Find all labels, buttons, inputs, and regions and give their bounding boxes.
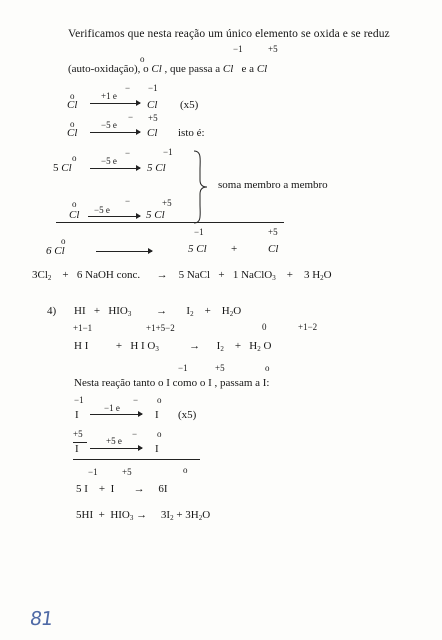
element-text: 5 Cl xyxy=(146,209,165,221)
reactant: 5HI xyxy=(76,509,94,521)
product: O xyxy=(323,269,332,281)
reactant: 6 NaOH conc. xyxy=(76,269,141,281)
ox-state: −1 xyxy=(74,395,84,405)
plus-sign: + xyxy=(176,509,183,521)
electron-label: −5 e xyxy=(101,156,117,166)
ox-state: +5 xyxy=(268,227,278,237)
final-equation-1 xyxy=(32,270,332,282)
ox-state-r2: +1−2 xyxy=(298,322,318,332)
underline xyxy=(73,442,87,443)
reactant: H I xyxy=(74,340,89,352)
ox-state: −1 xyxy=(194,227,204,237)
product: I xyxy=(186,305,191,317)
text-span: (auto-oxidação), o xyxy=(68,63,149,75)
electron-minus: − xyxy=(133,395,139,405)
total-right-2 xyxy=(268,244,278,255)
text-span: e a xyxy=(241,63,255,75)
ox-state: o xyxy=(265,363,270,373)
plus-sign: + xyxy=(98,483,106,495)
element-text: Cl xyxy=(61,162,72,174)
item-4-equation xyxy=(74,306,241,318)
ox-state: −1 xyxy=(148,83,158,93)
element-text: Cl xyxy=(69,209,80,221)
reactant: 5 I xyxy=(76,483,88,495)
product: 6I xyxy=(158,483,168,495)
reaction-arrow xyxy=(90,132,140,133)
ox-state: −1 xyxy=(88,467,98,477)
ox-state: o xyxy=(61,236,66,246)
multiplier: (x5) xyxy=(178,409,197,421)
ox-state: +5 xyxy=(215,363,225,373)
ox-state: o xyxy=(140,54,145,64)
electron-label: −5 e xyxy=(101,120,117,130)
page-number: 81 xyxy=(28,608,54,630)
arrow-icon: → xyxy=(156,269,168,281)
subscript: 2 xyxy=(220,345,224,353)
reactant: H I O xyxy=(130,340,156,352)
product: I xyxy=(216,340,221,352)
element-cl xyxy=(69,210,79,221)
element-i: I xyxy=(75,443,79,455)
product: 1 NaClO xyxy=(232,269,273,281)
reactant: HIO xyxy=(108,305,128,317)
subscript: 2 xyxy=(320,274,324,282)
plus-sign: + xyxy=(218,269,225,281)
element-text: 6 Cl xyxy=(46,245,65,257)
ox-state: −1 xyxy=(233,44,243,54)
reactant: HI xyxy=(74,305,86,317)
ox-state: o xyxy=(70,119,75,129)
intro-line-2 xyxy=(68,64,267,75)
subscript: 3 xyxy=(155,345,159,353)
arrow-icon: → xyxy=(189,340,201,352)
product: 5 NaCl xyxy=(178,269,211,281)
ox-state: +5 xyxy=(268,44,278,54)
electron-minus: − xyxy=(125,83,131,93)
plus-sign: + xyxy=(93,305,101,317)
product: H xyxy=(249,340,258,352)
electron-label: +1 e xyxy=(101,91,117,101)
ox-state-r1: 0 xyxy=(262,322,267,332)
subscript: 3 xyxy=(272,274,276,282)
summand-left xyxy=(53,163,72,174)
element-cl xyxy=(147,128,157,139)
subscript: 2 xyxy=(257,345,261,353)
product: O xyxy=(263,340,272,352)
electron-minus: − xyxy=(132,429,138,439)
element-text: Cl xyxy=(67,127,78,139)
electron-minus: − xyxy=(125,196,131,206)
reaction-arrow xyxy=(90,448,142,449)
reactant: I xyxy=(110,483,115,495)
reactant: HIO xyxy=(110,509,130,521)
reaction-arrow xyxy=(90,414,142,415)
subscript: 3 xyxy=(127,310,132,318)
intro-line-1: Verificamos que nesta reação um único elemento se oxida e se reduz xyxy=(68,28,390,40)
element-cl xyxy=(67,128,77,139)
arrow-icon: → xyxy=(133,483,145,495)
reaction-arrow xyxy=(90,168,140,169)
multiplier: (x5) xyxy=(180,99,199,111)
sum-equation xyxy=(76,484,167,495)
element-cl: Cl xyxy=(256,63,268,75)
ox-state: −1 xyxy=(163,147,173,157)
element-cl: Cl xyxy=(151,63,162,75)
ox-state: −1 xyxy=(178,363,188,373)
ox-states-mid: +1+5−2 xyxy=(146,323,175,333)
plus-sign: + xyxy=(204,305,211,317)
arrow-icon: → xyxy=(136,509,148,521)
plus-sign: + xyxy=(231,243,238,255)
arrow-icon: → xyxy=(156,305,168,317)
ox-state: o xyxy=(72,153,77,163)
electron-minus: − xyxy=(128,112,134,122)
plus-sign: + xyxy=(286,269,293,281)
element-text: Cl xyxy=(67,99,78,111)
ox-state: o xyxy=(157,395,162,405)
curly-brace-icon xyxy=(190,150,210,224)
ox-states-left: +1−1 xyxy=(73,323,93,333)
ox-state: +5 xyxy=(73,429,83,439)
note-text: isto é: xyxy=(178,127,205,139)
product: 3I xyxy=(160,509,171,521)
total-left xyxy=(46,246,65,257)
element-text: Cl xyxy=(147,99,158,111)
ox-state: o xyxy=(72,199,77,209)
total-right-1 xyxy=(188,244,207,255)
ox-state: +5 xyxy=(162,198,172,208)
electron-label: +5 e xyxy=(106,436,122,446)
element-text: 5 Cl xyxy=(188,243,207,255)
reaction-arrow xyxy=(88,216,140,217)
product: 3H xyxy=(185,509,199,521)
element-cl xyxy=(147,100,157,111)
sum-divider xyxy=(73,459,200,460)
electron-label: −1 e xyxy=(104,403,120,413)
product: 3 H xyxy=(303,269,321,281)
item-4-split-equation xyxy=(74,341,271,353)
plus-sign: + xyxy=(234,340,242,352)
ox-state: o xyxy=(183,465,188,475)
product: O xyxy=(233,305,242,317)
electron-label: −5 e xyxy=(94,205,110,215)
plus-sign: + xyxy=(62,269,69,281)
element-text: 5 Cl xyxy=(147,162,166,174)
element-i: I xyxy=(75,409,79,421)
sum-note: soma membro a membro xyxy=(218,179,328,191)
electron-minus: − xyxy=(125,148,131,158)
plus-sign: + xyxy=(98,509,105,521)
coefficient: 5 xyxy=(53,162,59,174)
product: H xyxy=(221,305,230,317)
subscript: 2 xyxy=(190,310,194,318)
ox-state: +5 xyxy=(122,467,132,477)
element-i: I xyxy=(155,409,159,421)
reactant: 3Cl xyxy=(32,269,48,281)
item-4-number: 4) xyxy=(47,305,57,317)
subscript: 2 xyxy=(170,514,174,522)
ox-state: +5 xyxy=(148,113,158,123)
subscript: 2 xyxy=(229,310,234,318)
summand-right xyxy=(147,163,166,174)
element-i: I xyxy=(155,443,159,455)
subscript: 2 xyxy=(198,514,203,522)
item-4-note: Nesta reação tanto o I como o I , passam a I: xyxy=(74,377,270,389)
subscript: 3 xyxy=(129,514,134,522)
product: O xyxy=(202,509,211,521)
reaction-arrow xyxy=(96,251,152,252)
plus-sign: + xyxy=(115,340,123,352)
text-span: , que passa a xyxy=(164,63,221,75)
element-text: Cl xyxy=(147,127,158,139)
reaction-arrow xyxy=(90,103,140,104)
element-cl xyxy=(67,100,77,111)
element-text: Cl xyxy=(268,243,279,255)
element-cl: Cl xyxy=(222,63,234,75)
final-equation-2 xyxy=(76,510,210,522)
ox-state: o xyxy=(157,429,162,439)
sum-divider xyxy=(56,222,284,223)
subscript: 2 xyxy=(47,274,52,282)
ox-state: o xyxy=(70,91,75,101)
summand-right xyxy=(146,210,165,221)
